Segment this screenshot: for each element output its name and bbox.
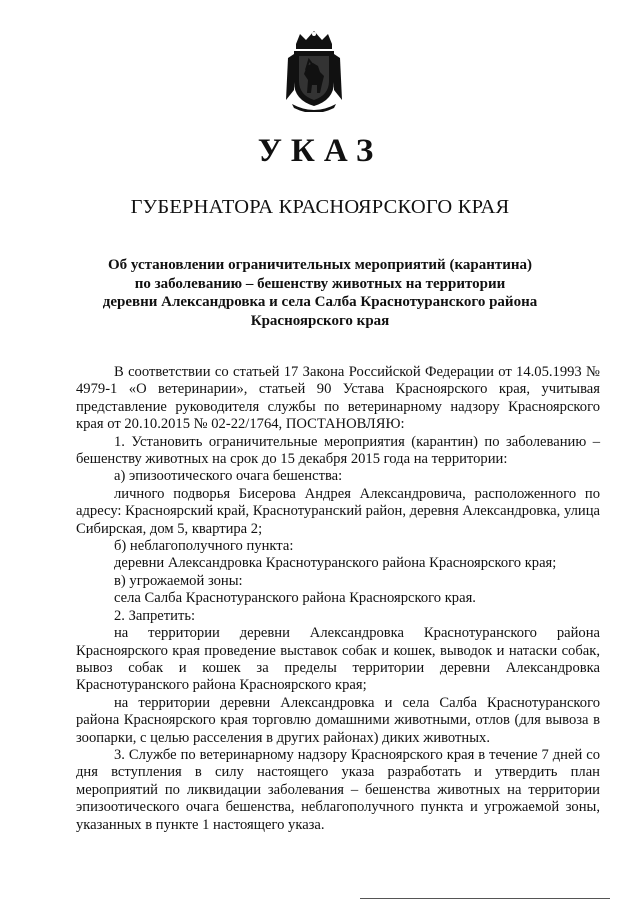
item-3: 3. Службе по ветеринарному надзору Красноярского края в течение 7 дней со дня вступления в силу настоящего указа разработать и утвердить план мероприятий по ликвидации заболевания – бешенства животных на территории эпизоотического очага бешенства, неблагополучного пункта и угрожаемой зоны, указанных в пункте 1 настоящего указа. bbox=[76, 746, 600, 833]
item-1b-text: деревни Александровка Краснотуранского района Красноярского края; bbox=[114, 555, 557, 572]
decree-body bbox=[76, 364, 600, 834]
decree-heading bbox=[60, 256, 580, 330]
heading-line: Красноярского края bbox=[250, 312, 390, 329]
heading-line: деревни Александровка и села Салба Краснотуранского района bbox=[102, 294, 538, 310]
item-2a: на территории деревни Александровка Краснотуранского района Красноярского края проведение выставок собак и кошек, выводок и натаски собак, вывоз собак и кошек за пределы территории деревни Александровка Краснотуранского района Красноярского края; bbox=[76, 625, 600, 694]
item-1b-label: б) неблагополучного пункта: bbox=[114, 538, 294, 555]
heading-line: по заболеванию – бешенству животных на территории bbox=[134, 275, 506, 292]
item-2b: на территории деревни Александровка и села Салба Краснотуранского района Красноярского края торговлю домашними животными, отлов (для вывоза в зоопарки, с целью расселения в других районах) диких животных. bbox=[76, 694, 600, 746]
item-2: 2. Запретить: bbox=[114, 607, 196, 624]
item-1: 1. Установить ограничительные мероприятия (карантин) по заболеванию – бешенству животных на срок до 15 декабря 2015 года на территории: bbox=[76, 433, 600, 468]
item-1a-label: а) эпизоотического очага бешенства: bbox=[114, 468, 343, 485]
document-subtitle: ГУБЕРНАТОРА КРАСНОЯРСКОГО КРАЯ bbox=[130, 196, 510, 218]
page-edge-line bbox=[360, 898, 610, 899]
item-1c-text: села Салба Краснотуранского района Красноярского края. bbox=[114, 590, 476, 607]
preamble-paragraph: В соответствии со статьей 17 Закона Российской Федерации от 14.05.1993 № 4979-1 «О ветеринарии», статьей 90 Устава Красноярского края, учитывая представление руководителя службы по ветеринарному надзору Красноярского края от 20.10.2015 № 02-22/1764, ПОСТАНОВЛЯЮ: bbox=[76, 364, 600, 433]
item-1c-label: в) угрожаемой зоны: bbox=[114, 572, 243, 589]
coat-of-arms-icon bbox=[282, 30, 346, 112]
item-1a-text: личного подворья Бисерова Андрея Александровича, расположенного по адресу: Красноярский край, Краснотуранский район, деревня Александровка, улица Сибирская, дом 5, квартира 2; bbox=[76, 485, 600, 537]
heading-line: Об установлении ограничительных мероприятий (карантина) bbox=[107, 257, 532, 273]
document-title: УКАЗ bbox=[257, 133, 383, 169]
